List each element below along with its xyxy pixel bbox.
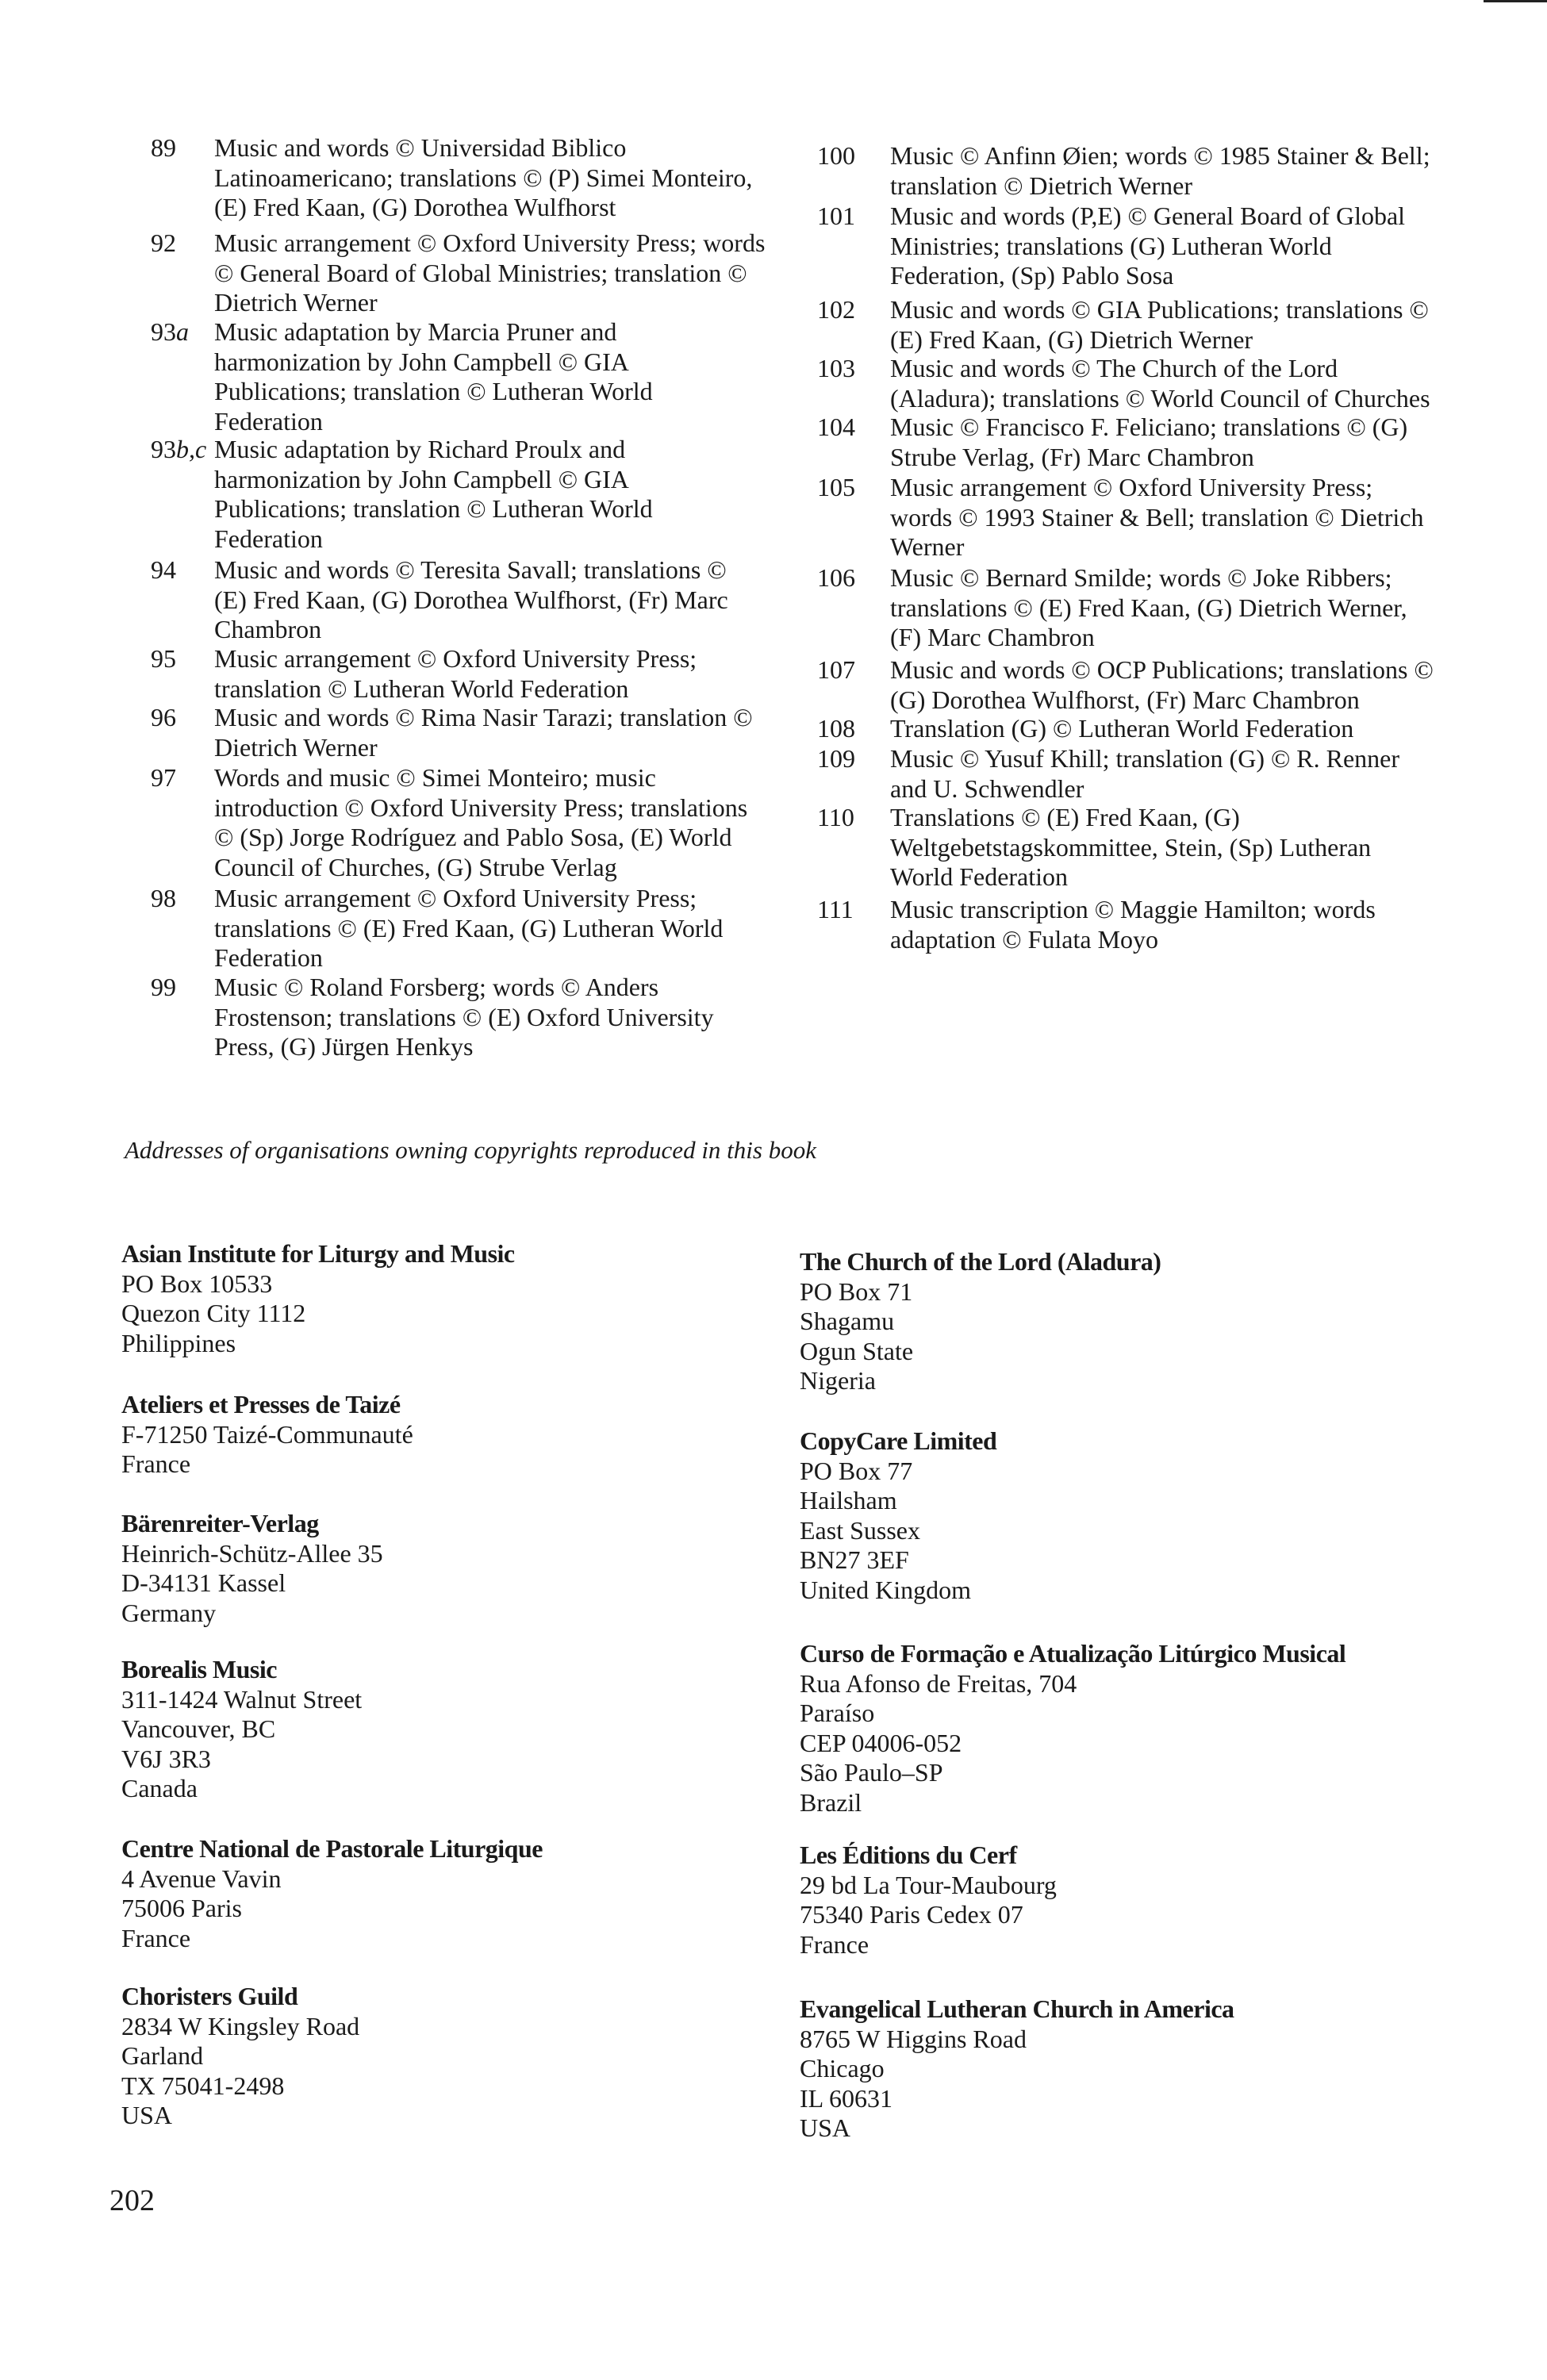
- credit-line: translations © (E) Fred Kaan, (G) Dietrich Werner,: [890, 593, 1407, 622]
- address-line: Rua Afonso de Freitas, 704: [800, 1668, 1077, 1698]
- credit-line: Music and words © GIA Publications; translations ©: [890, 295, 1429, 324]
- credit-line: Music and words © OCP Publications; translations ©: [890, 655, 1434, 684]
- organisation-name: The Church of the Lord (Aladura): [800, 1247, 1161, 1276]
- credit-entry: [151, 644, 697, 704]
- credit-line: (E) Fred Kaan, (G) Dorothea Wulfhorst: [214, 193, 616, 221]
- credit-line: Ministries; translations (G) Lutheran World: [890, 231, 1332, 260]
- credit-entry: [817, 895, 1376, 954]
- credit-line: Translation (G) © Lutheran World Federation: [890, 714, 1354, 743]
- credit-number-value: 108: [817, 714, 855, 743]
- credit-line: Music and words (P,E) © General Board of Global: [890, 202, 1406, 230]
- organisation-name: Curso de Formação e Atualização Litúrgico Musical: [800, 1639, 1346, 1668]
- address-block: [121, 1655, 362, 1804]
- address-line: USA: [121, 2101, 173, 2129]
- credit-text: [890, 295, 1429, 355]
- credit-entry: [151, 133, 752, 223]
- address-line: Vancouver, BC: [121, 1714, 276, 1743]
- address-line: East Sussex: [800, 1515, 920, 1545]
- credit-number: [151, 555, 214, 645]
- credit-number-value: 93: [151, 317, 176, 346]
- credit-line: Music adaptation by Richard Proulx and: [214, 435, 626, 463]
- credit-number-suffix: a: [176, 317, 189, 346]
- credit-text: [890, 473, 1424, 562]
- credit-line: Translations © (E) Fred Kaan, (G): [890, 803, 1240, 831]
- organisation-name: Ateliers et Presses de Taizé: [121, 1390, 401, 1418]
- credit-line: Publications; translation © Lutheran World: [214, 494, 653, 523]
- credit-line: Werner: [890, 532, 965, 561]
- credit-number: [817, 655, 890, 715]
- address-line: São Paulo–SP: [800, 1758, 943, 1787]
- credit-text: [214, 555, 728, 645]
- address-line: 4 Avenue Vavin: [121, 1864, 282, 1893]
- credit-number-value: 101: [817, 202, 855, 230]
- credit-line: Music © Anfinn Øien; words © 1985 Stainer & Bell;: [890, 141, 1430, 170]
- credit-entry: [151, 884, 723, 973]
- organisation-name: Evangelical Lutheran Church in America: [800, 1994, 1234, 2023]
- address-line: PO Box 10533: [121, 1269, 273, 1298]
- address-line: F-71250 Taizé-Communauté: [121, 1419, 413, 1449]
- credit-number-value: 98: [151, 884, 176, 912]
- credit-number: [817, 895, 890, 954]
- credit-line: Words and music © Simei Monteiro; music: [214, 763, 656, 792]
- credit-line: Music and words © Universidad Biblico: [214, 133, 627, 162]
- credit-number: [817, 803, 890, 892]
- address-block: [121, 1834, 543, 1953]
- credit-line: © (Sp) Jorge Rodríguez and Pablo Sosa, (E) World: [214, 823, 732, 851]
- address-line: Chicago: [800, 2054, 885, 2082]
- credit-text: [890, 354, 1430, 413]
- page-number: 202: [109, 2184, 155, 2217]
- credit-text: [890, 714, 1353, 744]
- credit-line: Strube Verlag, (Fr) Marc Chambron: [890, 442, 1254, 471]
- credit-text: [214, 435, 653, 554]
- credit-text: [890, 895, 1376, 954]
- address-block: [121, 1509, 383, 1628]
- credit-number-value: 100: [817, 141, 855, 170]
- credit-entry: [817, 141, 1430, 201]
- address-line: Ogun State: [800, 1336, 914, 1365]
- credit-text: [214, 763, 747, 882]
- credit-entry: [817, 413, 1407, 472]
- address-line: CEP 04006-052: [800, 1728, 962, 1757]
- credit-number-value: 99: [151, 973, 176, 1001]
- credit-number: [817, 354, 890, 413]
- address-line: 75006 Paris: [121, 1894, 242, 1922]
- credit-entry: [151, 317, 653, 436]
- credit-entry: [151, 555, 728, 645]
- credit-number: [151, 703, 214, 762]
- credit-number: [817, 563, 890, 653]
- address-line: Shagamu: [800, 1307, 895, 1335]
- credit-number: [151, 435, 214, 554]
- credit-text: [214, 133, 752, 223]
- credit-entry: [151, 703, 753, 762]
- credit-entry: [817, 473, 1424, 562]
- organisation-name: Asian Institute for Liturgy and Music: [121, 1239, 515, 1268]
- credit-line: Music © Bernard Smilde; words © Joke Ribbers;: [890, 563, 1392, 592]
- credit-line: words © 1993 Stainer & Bell; translation © Dietrich: [890, 502, 1424, 532]
- credit-text: [214, 317, 653, 436]
- address-line: 2834 W Kingsley Road: [121, 2011, 360, 2040]
- credit-line: harmonization by John Campbell © GIA: [214, 464, 629, 493]
- credit-line: Music and words © Rima Nasir Tarazi; translation ©: [214, 703, 753, 731]
- credit-line: (E) Fred Kaan, (G) Dietrich Werner: [890, 324, 1253, 354]
- credit-number-value: 96: [151, 703, 176, 731]
- credit-number: [151, 763, 214, 882]
- credit-line: Music © Yusuf Khill; translation (G) © R. Renner: [890, 744, 1400, 773]
- credit-line: harmonization by John Campbell © GIA: [214, 347, 629, 376]
- credit-number: [817, 202, 890, 291]
- credit-entry: [817, 202, 1405, 291]
- credit-text: [890, 202, 1405, 291]
- credit-text: [214, 973, 714, 1062]
- address-line: France: [121, 1923, 191, 1952]
- credit-number-value: 102: [817, 295, 855, 324]
- credit-number-value: 103: [817, 354, 855, 382]
- credit-line: Dietrich Werner: [214, 732, 378, 762]
- credit-number-value: 94: [151, 555, 176, 584]
- credit-line: Federation: [214, 943, 323, 972]
- credit-line: Music © Roland Forsberg; words © Anders: [214, 973, 659, 1001]
- address-line: France: [800, 1929, 869, 1959]
- credit-line: Weltgebetstagskommittee, Stein, (Sp) Lutheran: [890, 832, 1372, 862]
- address-line: 29 bd La Tour-Maubourg: [800, 1870, 1057, 1899]
- address-line: 75340 Paris Cedex 07: [800, 1900, 1023, 1929]
- credit-number: [151, 973, 214, 1062]
- address-line: 8765 W Higgins Road: [800, 2024, 1027, 2053]
- credit-text: [214, 228, 765, 318]
- address-block: [800, 1994, 1234, 2144]
- credit-number-value: 97: [151, 763, 176, 792]
- credit-number-value: 109: [817, 744, 855, 773]
- credit-number-value: 105: [817, 473, 855, 501]
- credit-line: Music and words © Teresita Savall; translations ©: [214, 555, 727, 584]
- organisation-name: Bärenreiter-Verlag: [121, 1509, 319, 1537]
- credit-number: [817, 295, 890, 355]
- organisation-name: CopyCare Limited: [800, 1426, 997, 1455]
- credit-number: [151, 884, 214, 973]
- address-block: [121, 1390, 413, 1480]
- address-line: Philippines: [121, 1328, 236, 1357]
- credit-line: Music © Francisco F. Feliciano; translations © (G): [890, 413, 1408, 441]
- credit-number-value: 111: [817, 895, 854, 923]
- credit-entry: [151, 763, 747, 882]
- address-line: PO Box 77: [800, 1456, 913, 1485]
- credit-line: (E) Fred Kaan, (G) Dorothea Wulfhorst, (Fr) Marc: [214, 585, 728, 614]
- credit-line: Latinoamericano; translations © (P) Simei Monteiro,: [214, 163, 753, 192]
- address-line: IL 60631: [800, 2083, 893, 2113]
- credit-line: Federation: [214, 406, 323, 436]
- address-line: Garland: [121, 2041, 204, 2070]
- credit-text: [890, 655, 1434, 715]
- credit-text: [890, 413, 1407, 472]
- address-line: Quezon City 1112: [121, 1299, 306, 1327]
- scan-edge-mark: [1484, 0, 1547, 2]
- credit-number-value: 95: [151, 644, 176, 673]
- credit-number: [151, 228, 214, 318]
- credit-number-value: 92: [151, 228, 176, 257]
- credit-line: Federation: [214, 524, 323, 553]
- credit-entry: [151, 228, 765, 318]
- credit-line: Music adaptation by Marcia Pruner and: [214, 317, 617, 346]
- credit-line: © General Board of Global Ministries; translation ©: [214, 258, 747, 287]
- address-block: [121, 1982, 359, 2131]
- credit-line: translation © Dietrich Werner: [890, 171, 1193, 200]
- credit-line: (G) Dorothea Wulfhorst, (Fr) Marc Chambron: [890, 685, 1360, 714]
- credit-line: Chambron: [214, 615, 322, 643]
- credit-line: Music and words © The Church of the Lord: [890, 354, 1338, 382]
- organisation-name: Choristers Guild: [121, 1982, 298, 2010]
- credit-line: Music arrangement © Oxford University Press; words: [214, 228, 766, 257]
- credit-number-value: 106: [817, 563, 855, 592]
- credit-entry: [817, 744, 1399, 804]
- addresses-heading: Addresses of organisations owning copyrights reproduced in this book: [125, 1136, 816, 1164]
- credit-line: Press, (G) Jürgen Henkys: [214, 1032, 474, 1061]
- organisation-name: Centre National de Pastorale Liturgique: [121, 1834, 543, 1863]
- credit-line: Frostenson; translations © (E) Oxford University: [214, 1002, 714, 1031]
- credit-number: [817, 714, 890, 744]
- organisation-name: Borealis Music: [121, 1655, 277, 1683]
- address-line: PO Box 71: [800, 1276, 913, 1306]
- credit-line: Music arrangement © Oxford University Press;: [214, 884, 697, 912]
- credit-number-value: 104: [817, 413, 855, 441]
- credit-number: [817, 141, 890, 201]
- credit-line: Music transcription © Maggie Hamilton; words: [890, 895, 1376, 923]
- address-block: [800, 1639, 1345, 1818]
- credit-text: [890, 744, 1399, 804]
- credit-line: translation © Lutheran World Federation: [214, 674, 629, 703]
- credit-entry: [817, 655, 1434, 715]
- credit-number-value: 107: [817, 655, 855, 684]
- credit-line: (F) Marc Chambron: [890, 623, 1095, 651]
- credit-text: [214, 644, 697, 704]
- credit-number-value: 93: [151, 435, 176, 463]
- address-line: Germany: [121, 1598, 217, 1627]
- credit-number: [817, 744, 890, 804]
- credit-entry: [151, 435, 653, 554]
- credit-line: Publications; translation © Lutheran World: [214, 377, 653, 405]
- organisation-name: Les Éditions du Cerf: [800, 1841, 1017, 1869]
- address-line: Brazil: [800, 1787, 862, 1817]
- address-line: Hailsham: [800, 1486, 897, 1514]
- address-line: BN27 3EF: [800, 1545, 909, 1574]
- address-line: Heinrich-Schütz-Allee 35: [121, 1538, 383, 1568]
- credit-number: [817, 413, 890, 472]
- address-line: France: [121, 1449, 191, 1478]
- credit-text: [890, 803, 1371, 892]
- credit-entry: [817, 354, 1430, 413]
- credit-text: [890, 563, 1407, 653]
- credit-text: [214, 884, 723, 973]
- credit-line: (Aladura); translations © World Council of Churches: [890, 383, 1430, 413]
- address-block: [800, 1841, 1057, 1960]
- credit-line: translations © (E) Fred Kaan, (G) Lutheran World: [214, 913, 724, 942]
- credit-number: [151, 133, 214, 223]
- credit-number: [817, 473, 890, 562]
- credit-entry: [817, 714, 1353, 744]
- credit-number-value: 89: [151, 133, 176, 162]
- address-line: Paraíso: [800, 1699, 875, 1727]
- address-line: United Kingdom: [800, 1575, 971, 1604]
- credit-line: World Federation: [890, 862, 1069, 891]
- address-block: [800, 1247, 1161, 1396]
- address-line: TX 75041-2498: [121, 2071, 285, 2100]
- credit-line: Music arrangement © Oxford University Press;: [214, 644, 697, 673]
- credit-text: [890, 141, 1430, 201]
- credit-number-suffix: b,c: [176, 435, 207, 463]
- address-line: Canada: [121, 1774, 198, 1802]
- credit-line: Federation, (Sp) Pablo Sosa: [890, 261, 1174, 290]
- address-block: [121, 1239, 515, 1358]
- credit-line: introduction © Oxford University Press; translations: [214, 793, 748, 822]
- address-line: Nigeria: [800, 1366, 876, 1395]
- credit-entry: [151, 973, 714, 1062]
- credit-number: [151, 317, 214, 436]
- credit-line: Dietrich Werner: [214, 288, 378, 317]
- credit-number-value: 110: [817, 803, 854, 831]
- credit-entry: [817, 563, 1407, 653]
- address-block: [800, 1426, 996, 1605]
- credit-line: adaptation © Fulata Moyo: [890, 924, 1159, 954]
- credit-line: Council of Churches, (G) Strube Verlag: [214, 852, 617, 881]
- credit-entry: [817, 803, 1371, 892]
- address-line: D-34131 Kassel: [121, 1568, 286, 1597]
- address-line: USA: [800, 2113, 851, 2142]
- credit-entry: [817, 295, 1429, 355]
- credit-text: [214, 703, 753, 762]
- address-line: 311-1424 Walnut Street: [121, 1684, 363, 1714]
- credit-number: [151, 644, 214, 704]
- credit-line: Music arrangement © Oxford University Press;: [890, 473, 1373, 501]
- credit-line: and U. Schwendler: [890, 774, 1084, 803]
- address-line: V6J 3R3: [121, 1744, 211, 1773]
